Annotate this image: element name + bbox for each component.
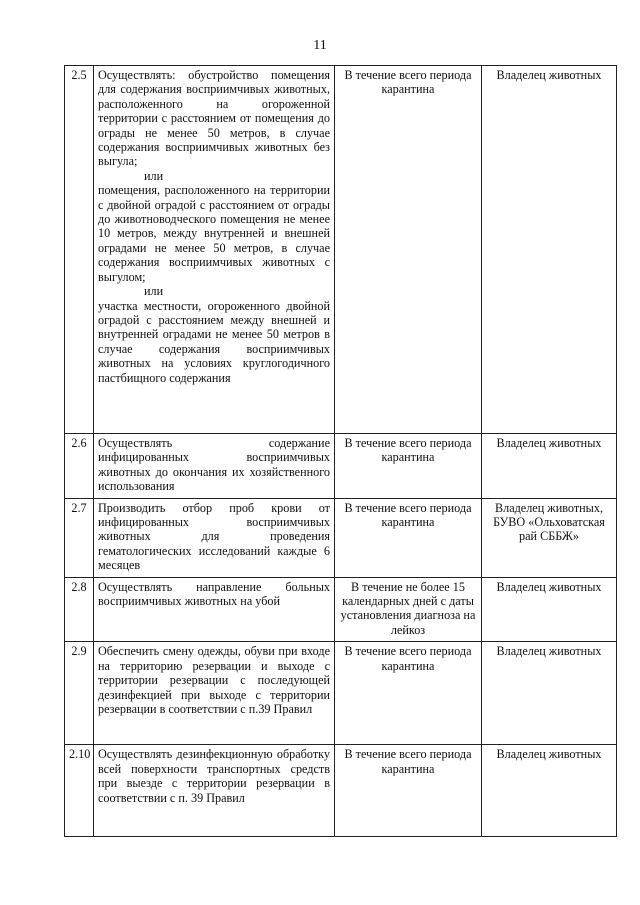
action-cell xyxy=(94,498,335,577)
row-number: 2.9 xyxy=(65,642,94,745)
table-row xyxy=(65,577,617,642)
action-text: Осуществлять: обустройство помещения для содержания восприимчивых животных, расположенного на огороженной территории с расстоянием от помещения до ограды не менее 50 метров, в случае содержания восприимчивых животных без выгула; xyxy=(98,68,330,169)
table-row xyxy=(65,498,617,577)
row-number: 2.7 xyxy=(65,498,94,577)
action-cell xyxy=(94,434,335,499)
action-text: Осуществлять содержание инфицированных восприимчивых животных до окончания их хозяйственного использования xyxy=(98,436,330,494)
row-number: 2.5 xyxy=(65,66,94,434)
responsible-cell: Владелец животных xyxy=(482,66,617,434)
action-text: Обеспечить смену одежды, обуви при входе на территорию резервации и выходе с территории резервации с последующей дезинфекцией при выходе с территории резервации в соответствии с п.39 Правил xyxy=(98,644,330,716)
action-text: участка местности, огороженного двойной оградой с расстоянием между внешней и внутренней оградами не менее 50 метров в случае содержания восприимчивых животных на условиях круглогодичного пастбищного содержания xyxy=(98,298,330,385)
page-number: 11 xyxy=(313,38,327,53)
or-separator: или xyxy=(144,284,164,299)
term-cell: В течение не более 15 календарных дней с даты установления диагноза на лейкоз xyxy=(335,577,482,642)
table-row xyxy=(65,434,617,499)
responsible-cell: Владелец животных xyxy=(482,642,617,745)
action-cell xyxy=(94,745,335,837)
or-separator: или xyxy=(144,168,164,183)
term-cell: В течение всего периода карантина xyxy=(335,745,482,837)
action-text: Осуществлять дезинфекционную обработку всей поверхности транспортных средств при выезде с территории резервации в соответствии с п. 39 Правил xyxy=(98,747,330,805)
row-number: 2.8 xyxy=(65,577,94,642)
action-text: Производить отбор проб крови от инфицированных восприимчивых животных для проведения гематологических исследований каждые 6 месяцев xyxy=(98,500,330,573)
responsible-cell: Владелец животных xyxy=(482,434,617,499)
table-row xyxy=(65,66,617,434)
row-number: 2.6 xyxy=(65,434,94,499)
action-cell xyxy=(94,642,335,745)
table-row xyxy=(65,745,617,837)
term-cell: В течение всего периода карантина xyxy=(335,66,482,434)
term-cell: В течение всего периода карантина xyxy=(335,434,482,499)
responsible-cell: Владелец животных xyxy=(482,577,617,642)
term-cell: В течение всего периода карантина xyxy=(335,498,482,577)
term-cell: В течение всего периода карантина xyxy=(335,642,482,745)
measures-table xyxy=(64,65,617,837)
action-text: Осуществлять направление больных восприимчивых животных на убой xyxy=(98,579,330,609)
action-text: помещения, расположенного на территории с двойной оградой с расстоянием от ограды до животноводческого помещения не менее 10 метров, между внутренней и внешней оградами не менее 50 метров, в случае содержания восприимчивых животных с выгулом; xyxy=(98,183,330,284)
table-row xyxy=(65,642,617,745)
responsible-cell: Владелец животных, БУВО «Ольховатская рай СББЖ» xyxy=(482,498,617,577)
responsible-cell: Владелец животных xyxy=(482,745,617,837)
row-number: 2.10 xyxy=(65,745,94,837)
action-cell xyxy=(94,66,335,434)
action-cell xyxy=(94,577,335,642)
